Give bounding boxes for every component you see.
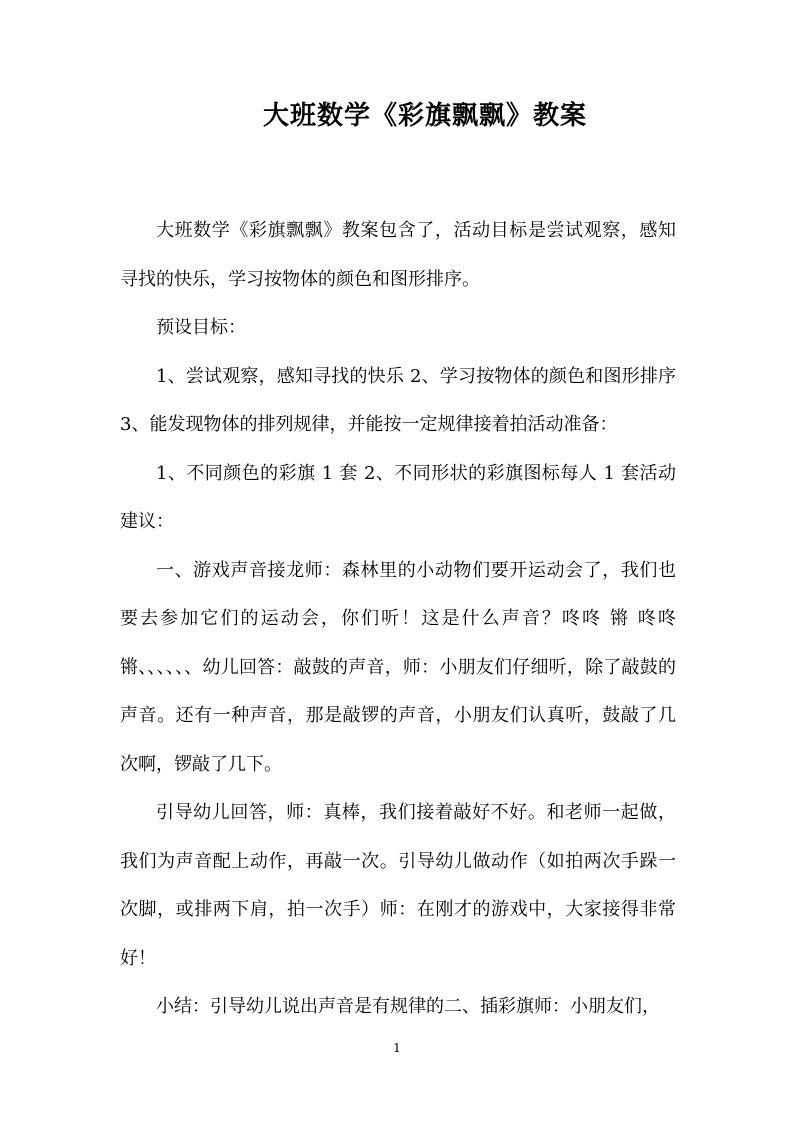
paragraph-materials: 1、不同颜色的彩旗 1 套 2、不同形状的彩旗图标每人 1 套活动建议： <box>120 462 676 532</box>
document-body <box>120 207 676 1032</box>
paragraph-goals-heading: 预设目标： <box>156 317 246 338</box>
paragraph-goals-list: 1、尝试观察，感知寻找的快乐 2、学习按物体的颜色和图形排序 3、能发现物体的排列规律，并能按一定规律接着拍活动准备： <box>120 365 676 435</box>
page-number: 1 <box>393 1041 401 1055</box>
paragraph-game: 一、游戏声音接龙师：森林里的小动物们要开运动会了，我们也要去参加它们的运动会，你们听！这是什么声音？咚咚 锵 咚咚锵、、、、、、幼儿回答：敲鼓的声音，师：小朋友们仔细听，除了敲鼓的声音。还有一种声音，那是敲锣的声音，小朋友们认真听，鼓敲了几次啊，锣敲了几下。 <box>120 559 676 775</box>
paragraph-guide: 引导幼儿回答，师：真棒，我们接着敲好不好。和老师一起做，我们为声音配上动作，再敲一次。引导幼儿做动作（如拍两次手跺一次脚，或排两下肩，拍一次手）师：在刚才的游戏中，大家接得非常好！ <box>120 802 676 969</box>
paragraph-summary: 小结：引导幼儿说出声音是有规律的二、插彩旗师：小朋友们， <box>156 996 660 1017</box>
paragraph-intro: 大班数学《彩旗飘飘》教案包含了，活动目标是尝试观察，感知寻找的快乐，学习按物体的颜色和图形排序。 <box>120 220 676 290</box>
page-title: 大班数学《彩旗飘飘》教案 <box>262 101 587 131</box>
